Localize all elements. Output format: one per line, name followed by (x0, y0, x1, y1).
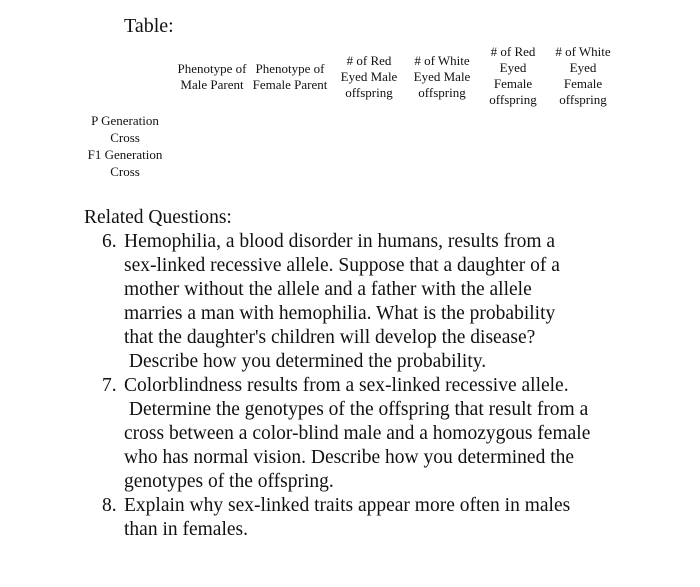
question-8 (102, 494, 570, 542)
question-text: Hemophilia, a blood disorder in humans, results from a (124, 231, 556, 252)
related-questions-heading: Related Questions: (84, 207, 232, 228)
row-header-p-generation-cross (84, 113, 166, 146)
column-header-red-eyed-male-offspring (336, 53, 402, 101)
column-header-red-eyed-female-offspring (482, 44, 544, 108)
question-text: Explain why sex-linked traits appear more often in males (124, 495, 571, 516)
question-line: marries a man with hemophilia. What is the probability (124, 303, 556, 324)
row-header-line: F1 Generation (87, 147, 163, 162)
header-line: offspring (418, 85, 466, 100)
question-line: Describe how you determined the probability. (124, 351, 487, 372)
row-header-line: Cross (110, 163, 140, 179)
table-title: Table: (124, 15, 174, 37)
question-7 (102, 374, 590, 494)
question-line: genotypes of the offspring. (124, 471, 334, 492)
column-header-female-parent-phenotype (250, 61, 330, 93)
header-line: Phenotype of (177, 61, 247, 76)
question-line: cross between a color-blind male and a homozygous female (124, 423, 591, 444)
question-line: Determine the genotypes of the offspring that result from a (124, 399, 589, 420)
column-header-white-eyed-female-offspring (548, 44, 618, 108)
header-line: Eyed Male (340, 69, 398, 84)
header-line: offspring (345, 85, 393, 100)
question-line: sex-linked recessive allele. Suppose that a daughter of a (124, 255, 560, 276)
question-line (102, 494, 570, 518)
column-header-white-eyed-male-offspring (408, 53, 476, 101)
question-line: that the daughter's children will develop the disease? (124, 327, 536, 348)
row-header-line: P Generation (91, 113, 159, 128)
header-line: Eyed Male (413, 69, 471, 84)
header-line: Eyed (569, 60, 597, 75)
question-line (102, 374, 590, 398)
column-header-male-parent-phenotype (172, 61, 252, 93)
header-line: offspring (489, 92, 537, 107)
header-line: # of Red (346, 53, 392, 68)
question-line: mother without the allele and a father with the allele (124, 279, 532, 300)
question-line (102, 230, 560, 254)
question-line: who has normal vision. Describe how you determined the (124, 447, 575, 468)
header-line: # of White (414, 53, 470, 68)
question-line: than in females. (124, 519, 248, 540)
header-line: # of White (555, 44, 611, 59)
question-number: 6. (102, 231, 117, 252)
header-line: offspring (559, 92, 607, 107)
header-line: Phenotype of (255, 61, 325, 76)
header-line: Male Parent (180, 77, 244, 92)
header-line: Female (493, 76, 533, 91)
header-line: Female (563, 76, 603, 91)
question-number: 8. (102, 495, 117, 516)
question-6 (102, 230, 560, 374)
question-number: 7. (102, 375, 117, 396)
row-header-line: Cross (110, 129, 140, 145)
question-text: Colorblindness results from a sex-linked recessive allele. (124, 375, 569, 396)
header-line: Eyed (499, 60, 527, 75)
header-line: Female Parent (252, 77, 328, 92)
header-line: # of Red (490, 44, 536, 59)
row-header-f1-generation-cross (84, 147, 166, 180)
